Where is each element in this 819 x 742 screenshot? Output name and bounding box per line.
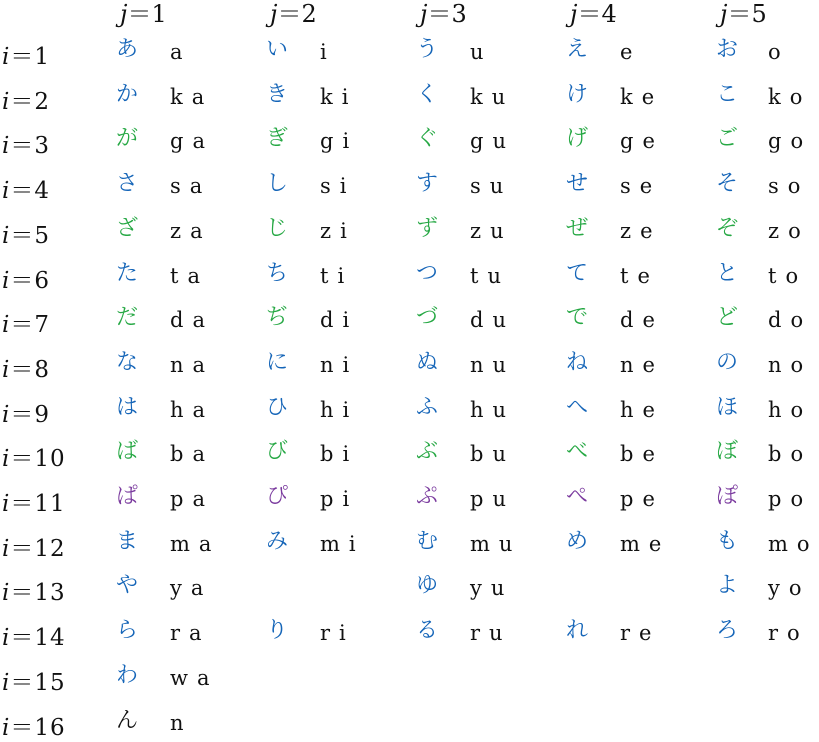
- hiragana-char: け: [566, 81, 589, 107]
- romaji-text: he: [620, 397, 664, 422]
- hiragana-char: ほ: [716, 394, 739, 420]
- hiragana-char: い: [266, 37, 289, 62]
- romaji-text: a: [170, 40, 192, 64]
- romaji-text: to: [768, 263, 808, 288]
- hiragana-char: ぎ: [266, 126, 289, 152]
- romaji-text: u: [470, 40, 493, 64]
- romaji-text: su: [470, 174, 513, 199]
- row-label: [2, 38, 50, 71]
- hiragana-char: が: [116, 126, 139, 152]
- hiragana-char: こ: [716, 81, 739, 107]
- hiragana-char: び: [266, 439, 289, 465]
- hiragana-char: て: [566, 260, 589, 286]
- hiragana-char: で: [566, 305, 589, 331]
- row-value: ＝12: [10, 535, 66, 562]
- row-label: [2, 262, 50, 295]
- romaji-text: ma: [170, 531, 221, 556]
- column-header: [270, 0, 317, 29]
- romaji-text: yu: [470, 576, 514, 601]
- romaji-text: ho: [768, 397, 813, 422]
- row-value: ＝10: [10, 446, 66, 473]
- hiragana-char: べ: [566, 439, 589, 465]
- row-variable: i: [2, 446, 11, 473]
- hiragana-char: し: [266, 171, 289, 197]
- row-value: ＝1: [10, 44, 50, 70]
- romaji-text: ni: [320, 352, 359, 377]
- row-label: [2, 664, 66, 697]
- hiragana-char: き: [266, 81, 289, 107]
- hiragana-char: う: [416, 37, 439, 62]
- hiragana-char: え: [566, 37, 589, 62]
- romaji-text: wa: [170, 665, 219, 690]
- hiragana-char: ぽ: [716, 484, 739, 509]
- romaji-text: bu: [470, 442, 515, 467]
- row-variable: i: [2, 580, 11, 607]
- romaji-text: tu: [470, 263, 510, 288]
- hiragana-char: げ: [566, 126, 589, 152]
- column-value: ＝1: [127, 0, 167, 28]
- hiragana-char: は: [116, 394, 139, 420]
- romaji-text: n: [170, 710, 193, 735]
- row-value: ＝15: [10, 669, 66, 696]
- hiragana-char: ぷ: [416, 484, 439, 509]
- romaji-text: ya: [170, 576, 213, 601]
- row-variable: i: [2, 88, 11, 115]
- romaji-text: e: [620, 40, 642, 64]
- column-header: [570, 0, 617, 29]
- column-value: ＝5: [727, 0, 767, 28]
- romaji-text: zo: [768, 218, 810, 243]
- column-variable: j: [120, 0, 128, 28]
- romaji-text: du: [470, 308, 515, 333]
- row-label: [2, 619, 66, 652]
- romaji-text: o: [768, 40, 790, 64]
- romaji-text: di: [320, 308, 359, 333]
- column-header: [720, 0, 767, 29]
- row-value: ＝7: [10, 312, 50, 339]
- romaji-text: ki: [320, 84, 358, 109]
- romaji-text: me: [620, 531, 671, 556]
- row-value: ＝11: [10, 491, 66, 517]
- hiragana-char: ふ: [416, 394, 439, 420]
- column-value: ＝3: [427, 0, 467, 28]
- row-label: [2, 351, 50, 384]
- romaji-text: ko: [768, 84, 812, 109]
- romaji-text: na: [170, 352, 215, 377]
- romaji-text: da: [170, 308, 214, 333]
- row-label: [2, 127, 50, 160]
- romaji-text: pa: [170, 487, 214, 511]
- romaji-text: pe: [620, 487, 664, 511]
- romaji-text: bo: [768, 442, 813, 467]
- romaji-text: te: [620, 263, 659, 288]
- romaji-text: mi: [320, 531, 365, 556]
- row-variable: i: [2, 133, 11, 160]
- row-value: ＝2: [10, 88, 50, 115]
- romaji-text: nu: [470, 352, 516, 377]
- hiragana-char: わ: [116, 662, 139, 688]
- hiragana-char: り: [266, 618, 289, 644]
- hiragana-char: む: [416, 528, 439, 554]
- row-label: [2, 485, 66, 518]
- hiragana-char: ひ: [266, 394, 289, 420]
- hiragana-char: ぬ: [416, 349, 439, 375]
- hiragana-char: ぺ: [566, 484, 589, 509]
- row-variable: i: [2, 401, 11, 428]
- romaji-text: no: [768, 352, 813, 377]
- row-label: [2, 83, 50, 116]
- hiragana-char: す: [416, 171, 439, 197]
- column-variable: j: [570, 0, 578, 28]
- row-value: ＝3: [10, 133, 50, 160]
- hiragana-char: と: [716, 260, 739, 286]
- hiragana-char: ね: [566, 349, 589, 375]
- row-variable: i: [2, 222, 11, 249]
- hiragana-char: ぴ: [266, 484, 289, 509]
- hiragana-char: ら: [116, 618, 139, 644]
- row-variable: i: [2, 714, 11, 741]
- romaji-text: ro: [768, 621, 809, 646]
- romaji-text: ge: [620, 129, 664, 154]
- column-variable: j: [420, 0, 428, 28]
- romaji-text: pi: [320, 487, 359, 511]
- romaji-text: mu: [470, 531, 522, 556]
- romaji-text: ra: [170, 621, 211, 646]
- romaji-text: zu: [470, 218, 513, 243]
- row-variable: i: [2, 669, 11, 696]
- hiragana-char: ぶ: [416, 439, 439, 465]
- row-variable: i: [2, 44, 11, 70]
- hiragana-char: め: [566, 528, 589, 554]
- romaji-text: po: [768, 487, 813, 511]
- romaji-text: gi: [320, 129, 359, 154]
- hiragana-char: ん: [116, 707, 139, 733]
- romaji-text: bi: [320, 442, 359, 467]
- hiragana-char: か: [116, 81, 139, 107]
- romaji-text: ru: [470, 621, 512, 646]
- row-label: [2, 440, 66, 473]
- romaji-text: zi: [320, 218, 356, 243]
- row-label: [2, 172, 50, 205]
- hiragana-char: へ: [566, 394, 589, 420]
- row-value: ＝4: [10, 178, 50, 205]
- romaji-text: hu: [470, 397, 516, 422]
- row-label: [2, 574, 66, 607]
- row-value: ＝13: [10, 580, 66, 607]
- romaji-text: go: [768, 129, 813, 154]
- hiragana-char: お: [716, 37, 739, 62]
- hiragana-char: ば: [116, 439, 139, 465]
- hiragana-char: づ: [416, 305, 439, 331]
- romaji-text: za: [170, 218, 212, 243]
- row-variable: i: [2, 535, 11, 562]
- hiragana-char: ご: [716, 126, 739, 152]
- hiragana-char: み: [266, 528, 289, 554]
- romaji-text: ze: [620, 218, 662, 243]
- romaji-text: ka: [170, 84, 214, 109]
- hiragana-char: な: [116, 349, 139, 375]
- hiragana-char: ゆ: [416, 573, 439, 599]
- row-variable: i: [2, 178, 11, 205]
- romaji-text: se: [620, 174, 662, 199]
- hiragana-char: ず: [416, 215, 439, 241]
- romaji-text: yo: [768, 576, 811, 601]
- column-value: ＝2: [277, 0, 317, 28]
- row-variable: i: [2, 491, 11, 517]
- romaji-text: sa: [170, 174, 212, 199]
- hiragana-char: そ: [716, 171, 739, 197]
- hiragana-char: ま: [116, 528, 139, 554]
- romaji-text: gu: [470, 129, 515, 154]
- row-value: ＝6: [10, 267, 50, 294]
- hiragana-char: の: [716, 349, 739, 375]
- romaji-text: so: [768, 174, 810, 199]
- hiragana-char: せ: [566, 171, 589, 197]
- hiragana-char: ろ: [716, 618, 739, 644]
- row-variable: i: [2, 267, 11, 294]
- row-variable: i: [2, 356, 11, 383]
- row-label: [2, 530, 66, 563]
- romaji-text: ba: [170, 442, 214, 467]
- row-label: [2, 217, 50, 250]
- hiragana-char: ど: [716, 305, 739, 331]
- row-value: ＝8: [10, 356, 50, 383]
- romaji-text: re: [620, 621, 661, 646]
- romaji-text: si: [320, 174, 356, 199]
- column-value: ＝4: [577, 0, 617, 28]
- row-variable: i: [2, 312, 11, 339]
- hiragana-char: や: [116, 573, 139, 599]
- hiragana-char: ぐ: [416, 126, 439, 152]
- hiragana-char: だ: [116, 305, 139, 331]
- row-value: ＝14: [10, 625, 66, 652]
- romaji-text: ta: [170, 263, 209, 288]
- column-variable: j: [270, 0, 278, 28]
- column-variable: j: [720, 0, 728, 28]
- hiragana-char: じ: [266, 215, 289, 241]
- romaji-text: ti: [320, 263, 354, 288]
- romaji-text: ke: [620, 84, 664, 109]
- romaji-text: pu: [470, 487, 515, 511]
- romaji-text: ha: [170, 397, 215, 422]
- hiragana-char: ぜ: [566, 215, 589, 241]
- romaji-text: ne: [620, 352, 664, 377]
- romaji-text: do: [768, 308, 813, 333]
- row-label: [2, 306, 50, 339]
- hiragana-char: つ: [416, 260, 439, 286]
- hiragana-char: に: [266, 349, 289, 375]
- hiragana-char: ぱ: [116, 484, 139, 509]
- row-value: ＝5: [10, 222, 50, 249]
- row-label: [2, 709, 66, 742]
- hiragana-char: さ: [116, 171, 139, 197]
- column-header: [120, 0, 167, 29]
- hiragana-char: れ: [566, 618, 589, 644]
- romaji-text: hi: [320, 397, 359, 422]
- row-variable: i: [2, 625, 11, 652]
- hiragana-char: ぞ: [716, 215, 739, 241]
- hiragana-char: ぢ: [266, 305, 289, 331]
- column-header: [420, 0, 467, 29]
- row-value: ＝9: [10, 401, 50, 428]
- hiragana-char: よ: [716, 573, 739, 599]
- romaji-text: de: [620, 308, 664, 333]
- romaji-text: be: [620, 442, 664, 467]
- hiragana-char: く: [416, 81, 439, 107]
- hiragana-char: る: [416, 618, 439, 644]
- hiragana-char: ざ: [116, 215, 139, 241]
- romaji-text: ga: [170, 129, 214, 154]
- romaji-text: mo: [768, 531, 819, 556]
- romaji-text: ku: [470, 84, 515, 109]
- hiragana-char: も: [716, 528, 739, 554]
- hiragana-char: ち: [266, 260, 289, 286]
- romaji-text: ri: [320, 621, 355, 646]
- hiragana-char: た: [116, 260, 139, 286]
- row-label: [2, 396, 50, 429]
- row-value: ＝16: [10, 714, 66, 741]
- romaji-text: i: [320, 40, 336, 64]
- hiragana-char: ぼ: [716, 439, 739, 465]
- hiragana-char: あ: [116, 37, 139, 62]
